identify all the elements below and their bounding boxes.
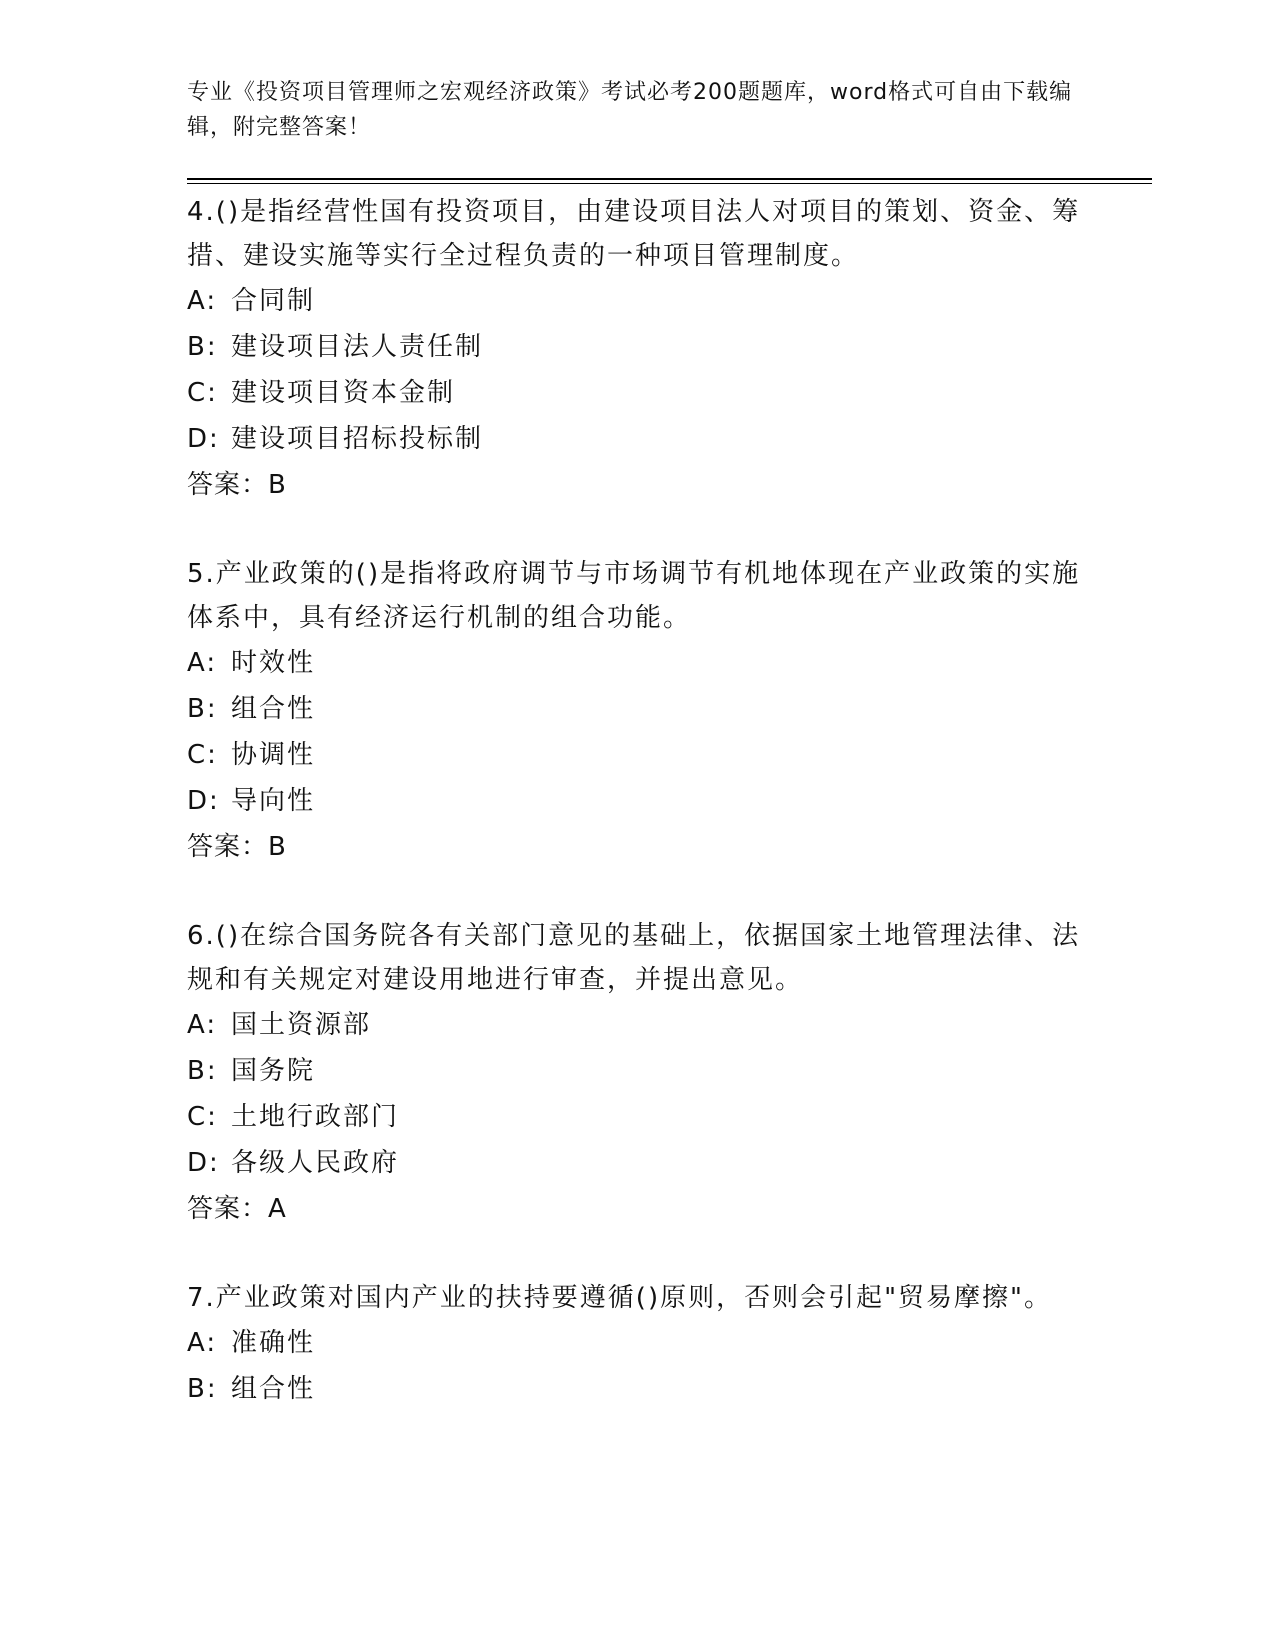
- answer-value: B: [268, 470, 287, 500]
- question-5: [187, 552, 1087, 870]
- option-text: 准确性: [231, 1328, 316, 1358]
- question-6: [187, 914, 1087, 1232]
- option-b: [187, 686, 1087, 732]
- answer-label: 答案：: [187, 1194, 269, 1224]
- option-a: [187, 1002, 1087, 1048]
- option-d: [187, 416, 1087, 462]
- option-letter: B:: [187, 332, 218, 362]
- option-text: 建设项目资本金制: [231, 378, 456, 408]
- option-letter: B:: [187, 694, 218, 724]
- option-b: [187, 1366, 1087, 1412]
- option-letter: A:: [187, 1010, 218, 1040]
- option-a: [187, 278, 1087, 324]
- option-text: 组合性: [231, 694, 316, 724]
- answer-line: [187, 824, 1087, 870]
- option-d: [187, 1140, 1087, 1186]
- answer-value: B: [268, 832, 287, 862]
- option-text: 组合性: [231, 1374, 316, 1404]
- answer-line: [187, 462, 1087, 508]
- question-list: [187, 190, 1087, 1456]
- option-c: [187, 370, 1087, 416]
- option-text: 国土资源部: [231, 1010, 372, 1040]
- option-c: [187, 1094, 1087, 1140]
- option-d: [187, 778, 1087, 824]
- question-7: [187, 1276, 1087, 1412]
- answer-value: A: [268, 1194, 287, 1224]
- option-a: [187, 1320, 1087, 1366]
- option-c: [187, 732, 1087, 778]
- document-header: 专业《投资项目管理师之宏观经济政策》考试必考200题题库，word格式可自由下载编辑，附完整答案！: [187, 80, 1073, 140]
- question-stem: 4.()是指经营性国有投资项目，由建设项目法人对项目的策划、资金、筹措、建设实施等实行全过程负责的一种项目管理制度。: [187, 197, 1081, 271]
- option-text: 国务院: [231, 1056, 316, 1086]
- option-letter: A:: [187, 648, 218, 678]
- option-b: [187, 324, 1087, 370]
- option-text: 建设项目招标投标制: [231, 424, 484, 454]
- header-divider-thin: [187, 183, 1152, 184]
- option-letter: D:: [187, 424, 220, 454]
- option-text: 协调性: [231, 740, 316, 770]
- option-letter: B:: [187, 1056, 218, 1086]
- option-a: [187, 640, 1087, 686]
- option-letter: C:: [187, 740, 218, 770]
- option-text: 导向性: [231, 786, 316, 816]
- answer-line: [187, 1186, 1087, 1232]
- option-text: 各级人民政府: [231, 1148, 400, 1178]
- option-letter: C:: [187, 378, 218, 408]
- option-b: [187, 1048, 1087, 1094]
- option-letter: B:: [187, 1374, 218, 1404]
- answer-label: 答案：: [187, 832, 269, 862]
- option-text: 时效性: [231, 648, 316, 678]
- option-letter: A:: [187, 1328, 218, 1358]
- option-letter: D:: [187, 1148, 220, 1178]
- question-4: [187, 190, 1087, 508]
- option-text: 建设项目法人责任制: [231, 332, 484, 362]
- question-stem: 6.()在综合国务院各有关部门意见的基础上，依据国家土地管理法律、法规和有关规定对建设用地进行审查，并提出意见。: [187, 921, 1081, 995]
- answer-label: 答案：: [187, 470, 269, 500]
- question-stem: 5.产业政策的()是指将政府调节与市场调节有机地体现在产业政策的实施体系中，具有经济运行机制的组合功能。: [187, 559, 1081, 633]
- option-letter: A:: [187, 286, 218, 316]
- option-letter: C:: [187, 1102, 218, 1132]
- option-text: 合同制: [231, 286, 316, 316]
- header-divider-thick: [187, 178, 1152, 180]
- question-stem: 7.产业政策对国内产业的扶持要遵循()原则，否则会引起"贸易摩擦"。: [187, 1283, 1053, 1313]
- option-letter: D:: [187, 786, 220, 816]
- option-text: 土地行政部门: [231, 1102, 400, 1132]
